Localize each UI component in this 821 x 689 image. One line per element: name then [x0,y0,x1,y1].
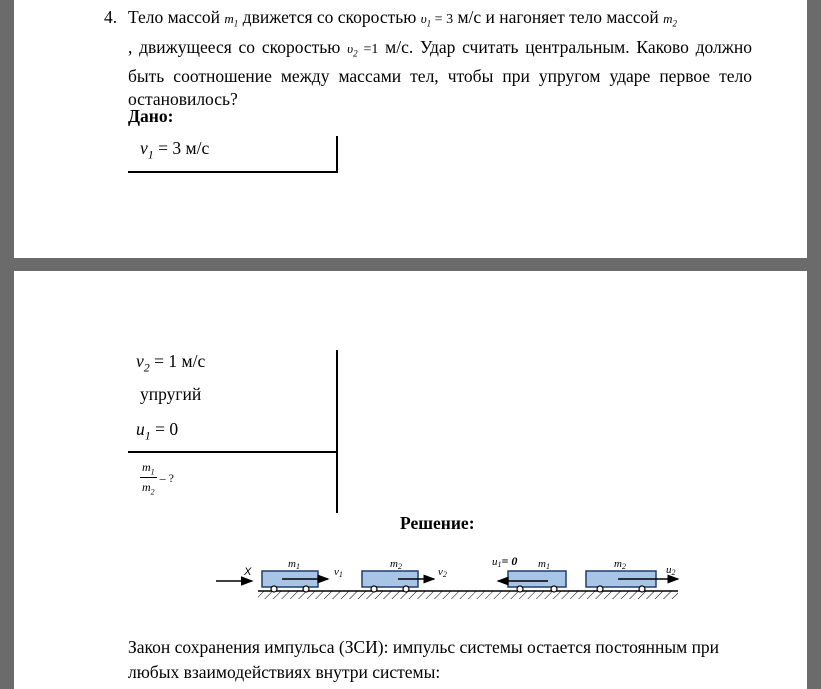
solution-heading: Решение: [400,513,475,533]
cart-m1-after [498,571,566,592]
document-page-1 [14,0,807,258]
given-divider-vertical [336,136,338,173]
find-mass-ratio: $m_1$ $m_2$ – ? [142,460,174,497]
collision-scheme [198,555,698,607]
ground-hatching [258,591,678,599]
velocity-v1-label: v1 [334,566,343,579]
velocity-v2-label: v2 [438,566,447,579]
problem-text: 4. Тело массой $m_1$ движется со скоростью $\upsilon_1 = 3$ м/с и нагоняет тело массой $m_2$ , движущееся со скоростью $\upsilon_2 =1$ м/с. Удар считать центральным. Каково должно быть соотношение между массами тел, чтобы при упругом ударе первое тело остановилось? [104,7,752,110]
momentum-conservation-text: Закон сохранения импульса (ЗСИ): импульс системы остается постоянным при любых взаимодействиях внутри системы: [128,637,720,682]
cart-m2-after [586,571,678,592]
given-impact-type: упругий [140,384,202,404]
cart2-label: m2 [390,558,402,571]
document-page-2 [14,271,807,689]
cart3-label: m1 [538,558,550,571]
given-v1: $v_1 = 3$ м/с [140,138,210,162]
given-divider-horizontal [128,171,338,173]
cart-m1-before [262,571,328,592]
problem-number: 4. [104,7,118,27]
given-heading: Дано: [128,106,174,126]
cart4-label: m2 [614,558,626,571]
cart-m2-before [362,571,434,592]
given-v2: $v_2 = 1$ м/с [136,351,206,375]
given-u1: $u_1 = 0$ [136,419,179,443]
cart1-label: m1 [288,558,300,571]
velocity-u2-label: u2 [666,564,676,577]
velocity-u1-label: u1= 0 [492,555,518,569]
axis-label: X [244,566,252,578]
given-divider-vertical-2 [336,350,338,513]
given-find-divider [128,451,338,453]
